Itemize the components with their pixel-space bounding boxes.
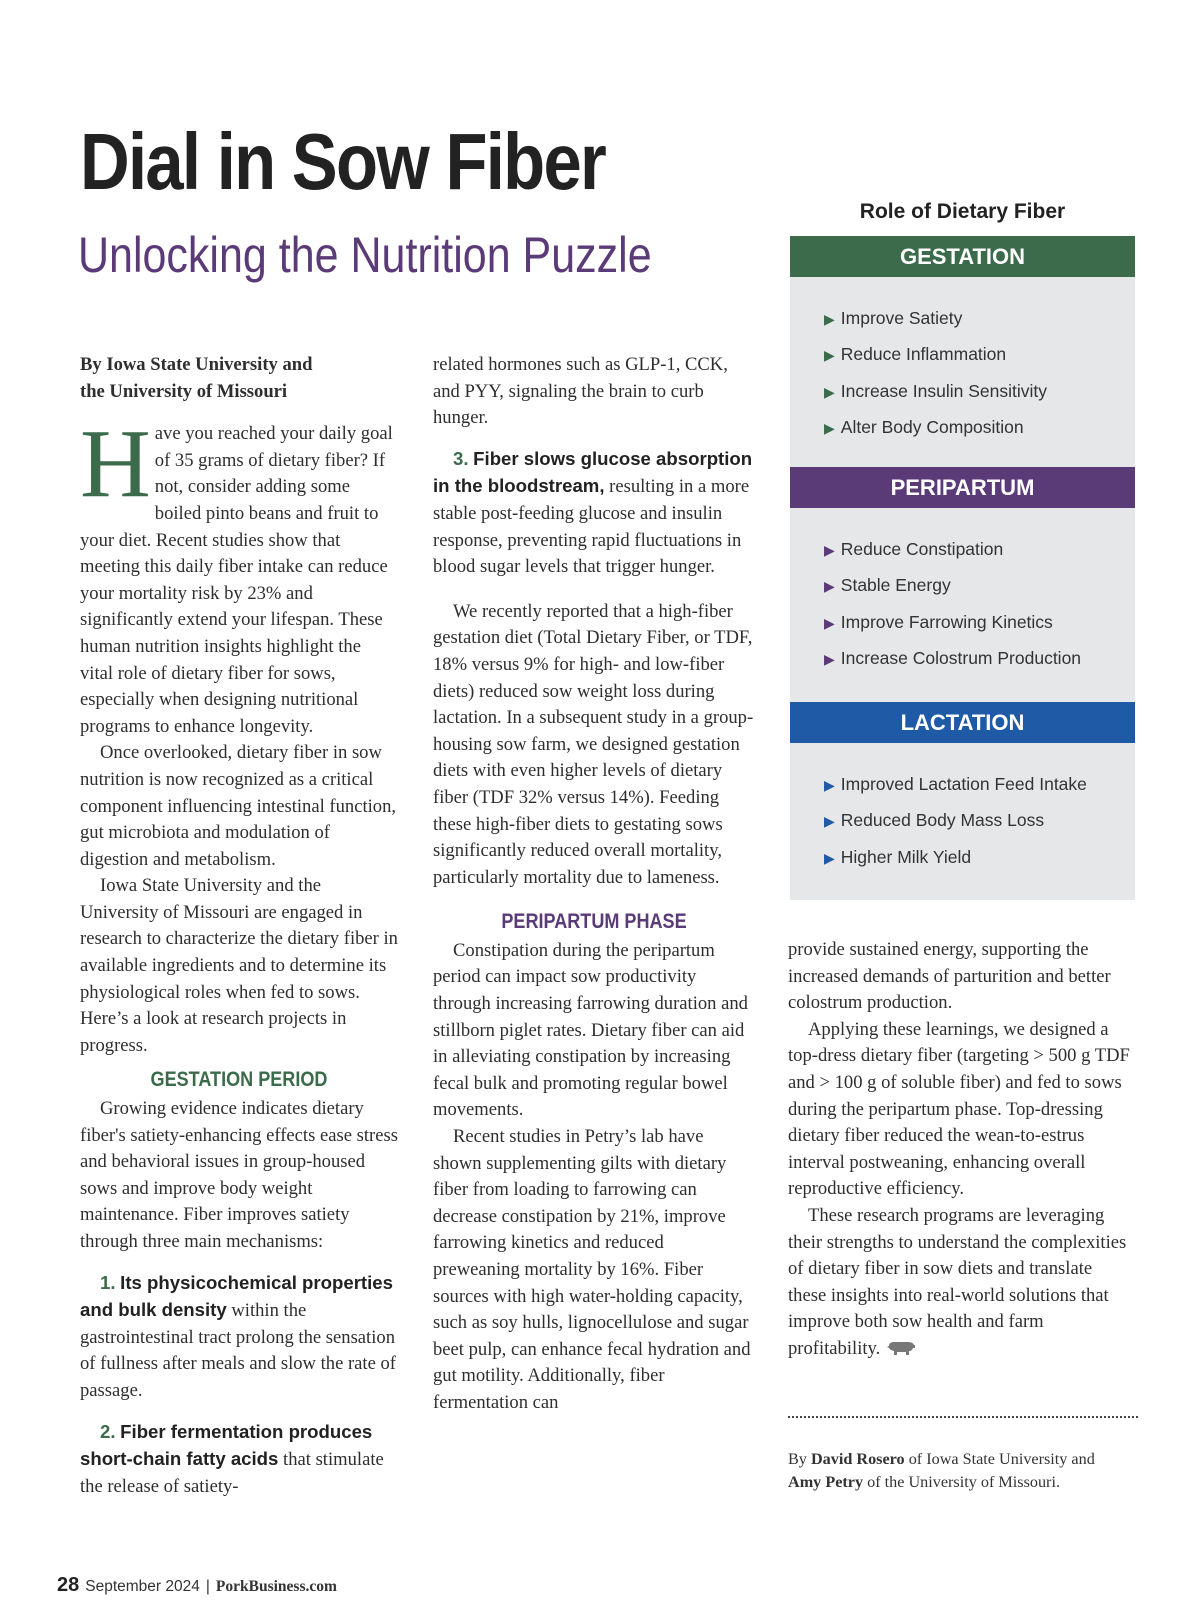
- peripartum-header: PERIPARTUM: [790, 467, 1135, 508]
- list-item-label: Alter Body Composition: [840, 417, 1024, 438]
- byline: [80, 352, 398, 405]
- list-item: [824, 612, 1081, 648]
- column-2: [433, 352, 755, 1417]
- list-item: [824, 575, 1081, 611]
- paragraph: Recent studies in Petry’s lab have shown supplementing gilts with dietary fiber from loading to farrowing can decrease constipation by 21%, improve farrowing kinetics and reduced preweaning mortality by 16%. Fiber sources with high water-holding capacity, such as soy hulls, lignocellulose and sugar beet pulp, can enhance fecal hydration and gut motility. Additionally, fiber fermentation can: [433, 1126, 751, 1413]
- column-1: [80, 352, 398, 1500]
- peripartum-list: [824, 539, 1081, 685]
- list-item: [824, 539, 1081, 575]
- author-name: David Rosero: [810, 1450, 905, 1468]
- author-affiliation: of Iowa State University and: [904, 1450, 1095, 1468]
- article-subtitle: Unlocking the Nutrition Puzzle: [78, 227, 652, 283]
- list-item-label: Improve Farrowing Kinetics: [840, 611, 1053, 632]
- divider: [788, 1416, 1138, 1418]
- list-item: [824, 810, 1087, 846]
- triangle-bullet-icon: ▶: [824, 383, 835, 400]
- list-item: [824, 308, 1047, 344]
- lactation-list: [824, 774, 1087, 883]
- triangle-bullet-icon: ▶: [824, 849, 835, 866]
- list-item: [824, 648, 1081, 684]
- drop-cap: H: [80, 410, 151, 519]
- page-footer: [57, 1574, 337, 1597]
- list-item: [824, 417, 1047, 453]
- paragraph: provide sustained energy, supporting the increased demands of parturition and better colostrum production.: [788, 939, 1111, 1014]
- paragraph: [788, 1203, 1134, 1363]
- paragraph: Once overlooked, dietary fiber in sow nutrition is now recognized as a critical component influencing intestinal function, gut microbiota and modulation of digestion and metabolism.: [80, 742, 397, 870]
- author-affiliation: of the University of Missouri.: [863, 1473, 1060, 1491]
- gestation-header: GESTATION: [790, 236, 1135, 277]
- list-item-label: Improve Satiety: [840, 308, 963, 328]
- list-item-label: Increase Colostrum Production: [840, 648, 1082, 669]
- byline-line-1: By Iowa State University and: [80, 354, 313, 375]
- triangle-bullet-icon: ▶: [824, 813, 835, 830]
- triangle-bullet-icon: ▶: [824, 542, 835, 558]
- mechanism-text: resulting in a more stable post-feeding glucose and insulin response, preventing rapid fluctuations in blood sugar levels that trigger hunger.: [433, 476, 750, 578]
- triangle-bullet-icon: ▶: [824, 347, 835, 364]
- mechanism-heading: Fiber slows glucose absorption in the bloodstream,: [433, 447, 753, 497]
- triangle-bullet-icon: ▶: [824, 777, 835, 793]
- paragraph: Iowa State University and the University of Missouri are engaged in research to characterize the dietary fiber in available ingredients and to determine its physiological roles when fed to sows. Here’s a look at research projects in progress.: [80, 875, 398, 1056]
- triangle-bullet-icon: ▶: [824, 311, 835, 327]
- paragraph: Growing evidence indicates dietary fiber's satiety-enhancing effects ease stress and behavioral issues in group-housed sows and improve body weight maintenance. Fiber improves satiety through three main mechanisms:: [80, 1098, 398, 1252]
- mechanism-heading: Fiber fermentation produces short-chain fatty acids: [80, 1420, 373, 1470]
- list-item: [824, 381, 1047, 417]
- column-3: [788, 937, 1134, 1363]
- sidebar-title: Role of Dietary Fiber: [859, 200, 1066, 223]
- triangle-bullet-icon: ▶: [824, 420, 835, 437]
- list-item: [824, 344, 1047, 380]
- author-credit: [788, 1448, 1138, 1494]
- website: PorkBusiness.com: [215, 1578, 337, 1595]
- issue-date: September 2024: [85, 1578, 200, 1595]
- mechanism-number: 2.: [100, 1420, 116, 1442]
- intro-paragraph: [80, 410, 398, 740]
- mechanism-text: that stimulate the release of satiety-: [80, 1449, 384, 1497]
- gestation-list: [824, 308, 1047, 454]
- mechanism-heading: Its physicochemical properties and bulk density: [80, 1271, 393, 1321]
- intro-text: ave you reached your daily goal of 35 grams of dietary fiber? If not, consider adding some boiled pinto beans and fruit to your diet. Recent studies show that meeting this daily fiber intake can reduce your mortality risk by 23% and significantly extend your lifespan. These human nutrition insights highlight the vital role of dietary fiber for sows, especially when designing nutritional programs to enhance longevity.: [80, 423, 393, 737]
- pig-end-mark-icon: [886, 1339, 916, 1357]
- list-item-label: Improved Lactation Feed Intake: [840, 774, 1087, 794]
- mechanism-2: [80, 1419, 398, 1501]
- paragraph-text: These research programs are leveraging their strengths to understand the complexities of dietary fiber in sow diets and translate these insights into real-world solutions that improve both sow health and farm profitability.: [788, 1204, 1127, 1359]
- list-item-label: Reduced Body Mass Loss: [840, 810, 1045, 831]
- list-item: [824, 774, 1087, 810]
- lactation-header: LACTATION: [790, 702, 1135, 743]
- triangle-bullet-icon: ▶: [824, 578, 835, 595]
- mechanism-number: 1.: [100, 1271, 116, 1293]
- byline-line-2: the University of Missouri: [80, 380, 288, 402]
- mechanism-number: 3.: [453, 447, 469, 469]
- mechanism-1: [80, 1270, 398, 1405]
- paragraph: We recently reported that a high-fiber gestation diet (Total Dietary Fiber, or TDF, 18% versus 9% for high- and low-fiber diets) reduced sow weight loss during lactation. In a subsequent study in a group-housing sow farm, we designed gestation diets with even higher levels of dietary fiber (TDF 32% versus 14%). Feeding these high-fiber diets to gestating sows significantly reduced overall mortality, particularly mortality due to lameness.: [433, 600, 754, 888]
- mechanism-3: [433, 446, 755, 581]
- list-item-label: Reduce Inflammation: [840, 344, 1007, 365]
- triangle-bullet-icon: ▶: [824, 651, 835, 668]
- list-item-label: Increase Insulin Sensitivity: [840, 380, 1047, 401]
- author-name: Amy Petry: [788, 1473, 864, 1491]
- list-item-label: Higher Milk Yield: [840, 846, 972, 867]
- author-by: By: [788, 1450, 811, 1468]
- footer-separator: |: [205, 1578, 210, 1595]
- triangle-bullet-icon: ▶: [824, 614, 835, 631]
- list-item: [824, 847, 1087, 883]
- list-item-label: Reduce Constipation: [840, 539, 1004, 559]
- list-item-label: Stable Energy: [840, 575, 951, 596]
- section-heading-gestation: GESTATION PERIOD: [150, 1068, 328, 1092]
- page-number: 28: [57, 1574, 80, 1596]
- paragraph: Applying these learnings, we designed a top-dress dietary fiber (targeting > 500 g TDF and > 100 g of soluble fiber) and fed to sows during the peripartum phase. Top-dressing dietary fiber reduced the wean-to-estrus interval postweaning, enhancing overall reproductive efficiency.: [788, 1018, 1130, 1200]
- mechanism-text: within the gastrointestinal tract prolong the sensation of fullness after meals and slow the rate of passage.: [80, 1300, 396, 1401]
- section-heading-peripartum: PERIPARTUM PHASE: [501, 910, 687, 934]
- paragraph: related hormones such as GLP-1, CCK, and PYY, signaling the brain to curb hunger.: [433, 354, 728, 429]
- article-title: Dial in Sow Fiber: [80, 117, 606, 206]
- paragraph: Constipation during the peripartum period can impact sow productivity through increasing farrowing duration and stillborn piglet rates. Dietary fiber can aid in alleviating constipation by increasing fecal bulk and promoting regular bowel movements.: [433, 939, 748, 1121]
